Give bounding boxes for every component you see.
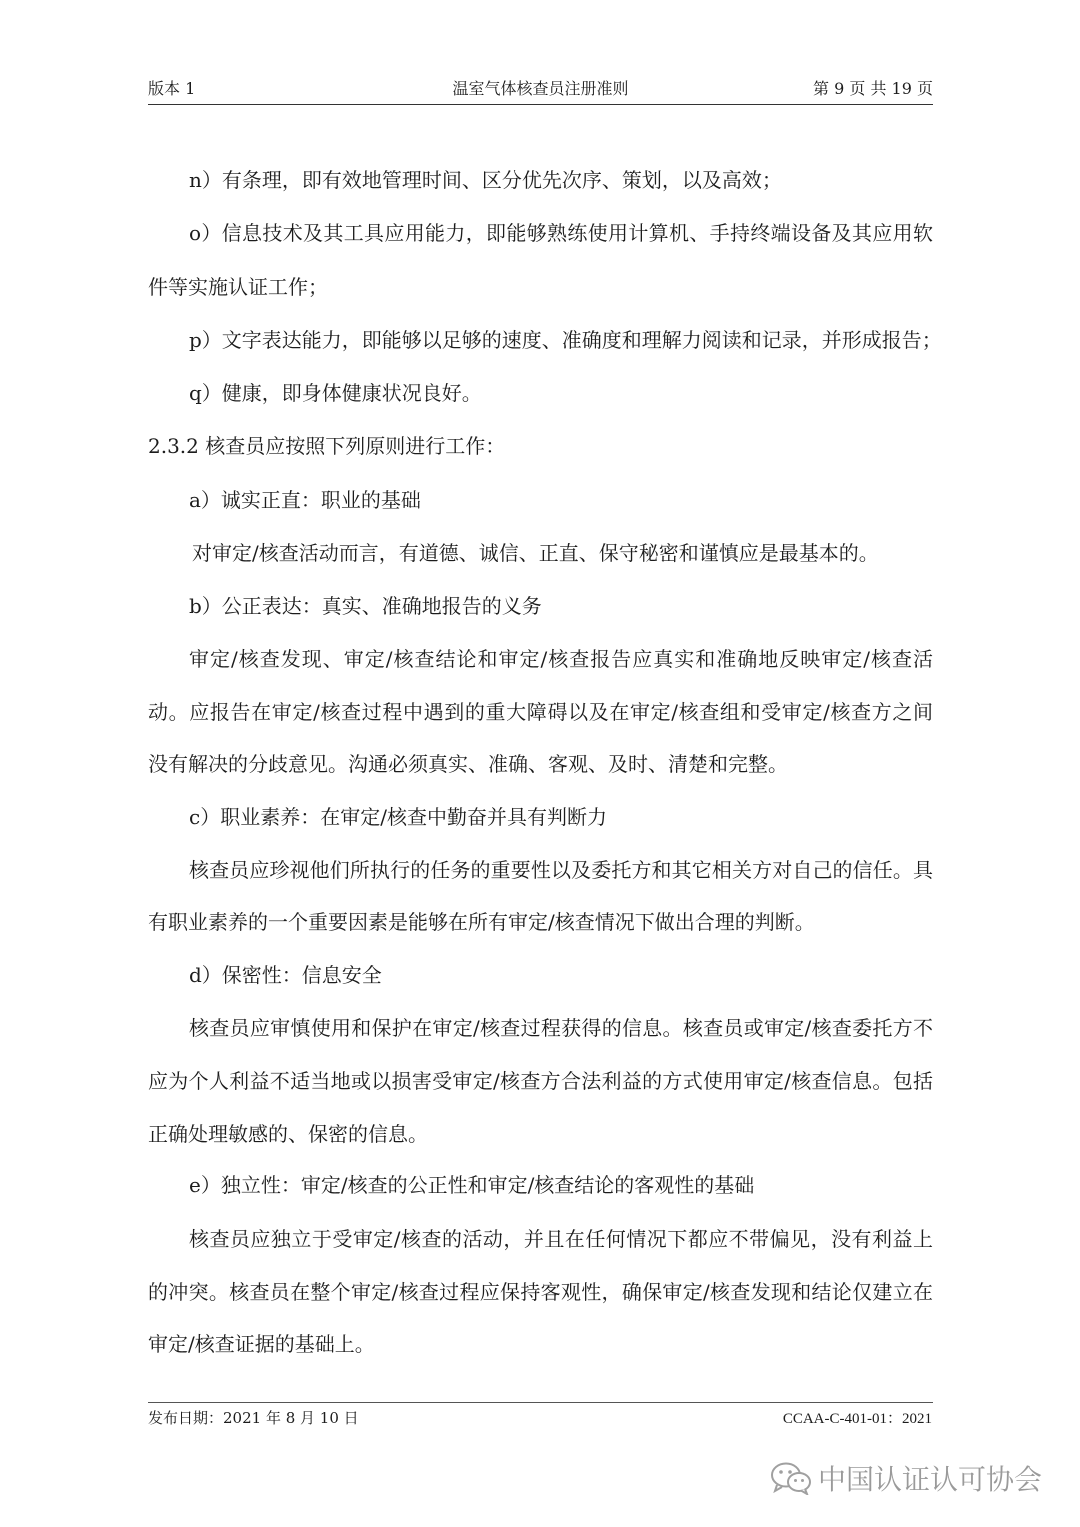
wechat-icon	[770, 1461, 812, 1495]
body-line: 审定/核查发现、审定/核查结论和审定/核查报告应真实和准确地反映审定/核查活	[189, 647, 933, 671]
body-line: 核查员应珍视他们所执行的任务的重要性以及委托方和其它相关方对自己的信任。具	[189, 858, 933, 882]
body-line: 应为个人利益不适当地或以损害受审定/核查方合法利益的方式使用审定/核查信息。包括	[148, 1069, 933, 1093]
body-line: o）信息技术及其工具应用能力，即能够熟练使用计算机、手持终端设备及其应用软	[189, 221, 933, 245]
body-line: 核查员应审慎使用和保护在审定/核查过程获得的信息。核查员或审定/核查委托方不	[189, 1016, 933, 1040]
body-line: 正确处理敏感的、保密的信息。	[148, 1122, 428, 1146]
body-line: 对审定/核查活动而言，有道德、诚信、正直、保守秘密和谨慎应是最基本的。	[192, 541, 879, 565]
section-heading: 2.3.2 核查员应按照下列原则进行工作：	[148, 434, 506, 458]
body-line: 的冲突。核查员在整个审定/核查过程应保持客观性，确保审定/核查发现和结论仅建立在	[148, 1280, 933, 1304]
watermark-text: 中国认证认可协会	[817, 1463, 1042, 1496]
body-line: q）健康，即身体健康状况良好。	[189, 381, 482, 405]
body-line: c）职业素养：在审定/核查中勤奋并具有判断力	[189, 805, 607, 829]
header-page-number: 第 9 页 共 19 页	[813, 79, 933, 98]
body-line: b）公正表达：真实、准确地报告的义务	[189, 594, 542, 618]
footer-doc-code: CCAA-C-401-01：2021	[782, 1411, 932, 1427]
watermark	[770, 1458, 1042, 1498]
body-line: n）有条理，即有效地管理时间、区分优先次序、策划，以及高效；	[189, 168, 782, 192]
footer-publish-date: 发布日期：2021 年 8 月 10 日	[148, 1409, 359, 1427]
body-line: 有职业素养的一个重要因素是能够在所有审定/核查情况下做出合理的判断。	[148, 910, 815, 934]
body-line: e）独立性：审定/核查的公正性和审定/核查结论的客观性的基础	[189, 1173, 755, 1197]
body-line: 审定/核查证据的基础上。	[148, 1332, 375, 1356]
header-version: 版本 1	[148, 79, 196, 98]
body-line: 件等实施认证工作；	[148, 275, 328, 299]
body-line: 动。应报告在审定/核查过程中遇到的重大障碍以及在审定/核查组和受审定/核查方之间	[148, 700, 933, 724]
body-line: p）文字表达能力，即能够以足够的速度、准确度和理解力阅读和记录，并形成报告；	[189, 328, 942, 352]
body-line: 没有解决的分歧意见。沟通必须真实、准确、客观、及时、清楚和完整。	[148, 752, 788, 776]
body-line: 核查员应独立于受审定/核查的活动，并且在任何情况下都应不带偏见，没有利益上	[189, 1227, 933, 1251]
page-header	[148, 74, 933, 105]
body-line: d）保密性：信息安全	[189, 963, 382, 987]
body-line: a）诚实正直：职业的基础	[189, 488, 421, 512]
footer-divider	[148, 1402, 933, 1403]
header-title: 温室气体核查员注册准则	[452, 79, 629, 98]
